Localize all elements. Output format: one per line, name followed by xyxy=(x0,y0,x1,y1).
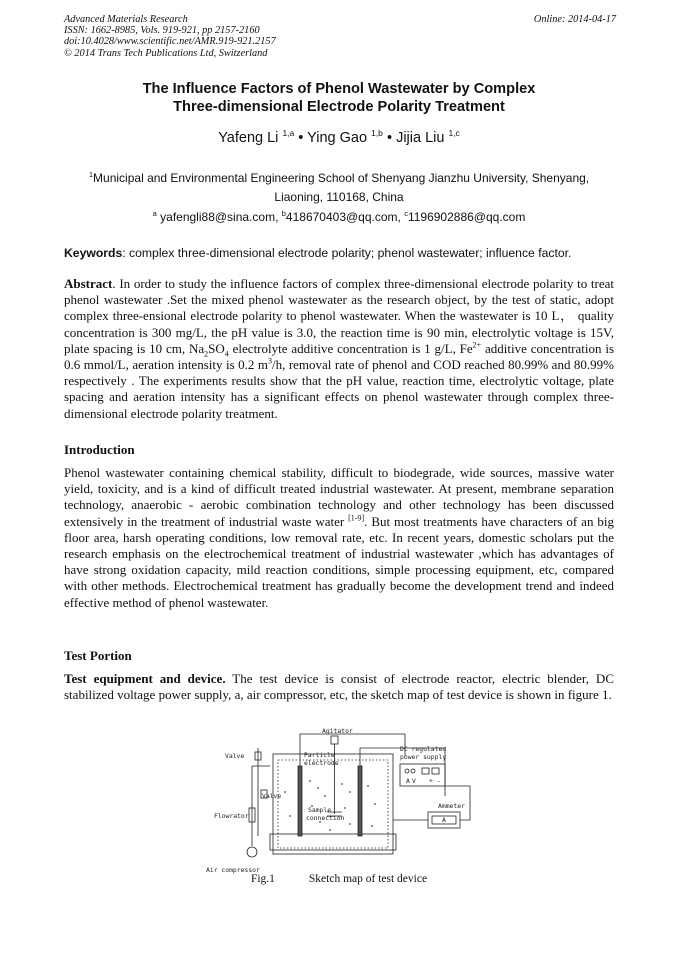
label-connection: connection xyxy=(306,814,345,822)
abstract-text: electrolyte additive concentration is 1 g/L, Fe xyxy=(228,340,473,356)
dc-knob xyxy=(411,769,415,773)
introduction-paragraph xyxy=(64,465,614,611)
email-list: $^a$ yafengli88@sina.com, $^b$418670403@qq.com, $^c$1196902886@qq.com xyxy=(152,209,526,224)
abstract-text: . In order to study the influence factors of complex three-dimensional electrode polarity to treat phenol wastewater .Set the mixed phenol wastewater as the research object, by the test of static, adopt complex three-ensional electrode polarity to phenol wastewater. When the wastewater is 10 L， quality concentration is 300 mg/L, the pH value is 3.0, the reaction time is 90 min, electrolytic voltage is 15V, plate spacing is 10 cm, Na xyxy=(64,276,614,356)
air-pipe xyxy=(252,766,270,846)
abstract xyxy=(64,276,614,422)
label-dc-2: power supply xyxy=(400,753,447,761)
email-address: 418670403@qq.com xyxy=(285,210,398,224)
agitator-motor xyxy=(331,736,338,744)
keywords-text: : complex three-dimensional electrode polarity; phenol wastewater; influence factor. xyxy=(122,246,572,260)
keywords xyxy=(64,246,614,260)
electrode-right xyxy=(358,766,362,836)
label-ammeter: Ammeter xyxy=(438,802,465,810)
label-dc-1: DC regulated xyxy=(400,745,447,753)
dc-terminals: + - xyxy=(429,777,441,785)
label-particle: Particle xyxy=(304,751,335,759)
test-portion-paragraph xyxy=(64,671,614,703)
introduction-text: . But most treatments have characters of an big floor area, harsh operating conditions, low removal rate, etc. In recent years, domestic scholars put the research emphasis on the electrochemical treatment of industrial wastewater ,which has advantages of have strong oxidation capacity, mild reaction conditions, simple processing equipment, etc, compared with other methods. Electrochemical treatment has gradually become the development trend and indeed effective method of phenol wastewater. xyxy=(64,513,614,610)
author-list: Yafeng Li $^{1,a}$ • Ying Gao $^{1,b}$ • Jijia Liu $^{1,c}$ xyxy=(218,128,460,146)
label-agitator: Agitator xyxy=(322,727,353,735)
figure-caption xyxy=(0,873,678,885)
issn-line: ISSN: 1662-8985, Vols. 919-921, pp 2157-2160 xyxy=(64,25,260,37)
superscript: 3 xyxy=(267,356,272,366)
label-flowrator: Flowrator xyxy=(214,812,249,820)
dc-v-label: V xyxy=(412,777,416,785)
label-air-compressor: Air compressor xyxy=(206,866,260,874)
affiliation-mark: 1 xyxy=(88,170,94,179)
email-address: 1196902886@qq.com xyxy=(407,210,526,224)
journal-name: Advanced Materials Research xyxy=(64,14,188,25)
reactor-water xyxy=(278,760,388,848)
title-line-1: The Influence Factors of Phenol Wastewater by Complex xyxy=(142,81,536,97)
author-affil-mark: 1,b xyxy=(371,128,383,138)
dc-display xyxy=(422,768,429,774)
label-valve-top: Valve xyxy=(225,752,245,760)
abstract-text: /h, removal rate of phenol and COD reached 80.99% and 80.99% respectively . The experiments results show that the pH value, reaction time, electrolytic voltage, plate spacing and aeration intensity has a significant effects on phenol wastewater through complex three-dimensional electrode polarity treatment. xyxy=(64,357,615,421)
publication-meta xyxy=(64,14,276,59)
dc-knob xyxy=(405,769,409,773)
keywords-label: Keywords xyxy=(64,246,123,260)
doi-line: doi:10.4028/www.scientific.net/AMR.919-921.2157 xyxy=(64,36,276,48)
paper-title xyxy=(0,80,678,116)
author-name: Jijia Liu xyxy=(396,129,445,146)
author-affil-mark: 1,a xyxy=(282,128,295,138)
test-device-sketch xyxy=(200,726,480,886)
email-address: yafengli88@sina.com xyxy=(160,210,276,224)
ammeter-a: A xyxy=(442,816,446,824)
abstract-text: SO xyxy=(208,340,225,356)
figure-caption-text: Sketch map of test device xyxy=(308,873,428,885)
abstract-text: additive concentration is 0.6 mmol/L, aeration intensity is 0.2 m xyxy=(64,340,615,373)
superscript: 2+ xyxy=(472,340,482,350)
author-affil-mark: 1,c xyxy=(448,128,460,138)
dc-a-label: A xyxy=(406,777,410,785)
test-lead: Test equipment and device. xyxy=(64,671,226,686)
introduction-text: Phenol wastewater containing chemical stability, difficult to biodegrade, wide sources, massive water yield, toxicity, and is a kind of difficult treated industrial wastewater. At present, membrane separation technology, anaerobic - aerobic combination technology and other technology has been discussed extensively in the treatment of industrial waste water xyxy=(64,465,614,529)
author-name: Yafeng Li xyxy=(218,129,279,146)
reactor-base xyxy=(270,834,396,850)
air-compressor-circle xyxy=(247,847,257,857)
label-valve-middle: Valve xyxy=(262,792,282,800)
affiliation-text: Municipal and Environmental Engineering School of Shenyang Jianzhu University, Shenyang, Liaoning, 110168, China xyxy=(93,171,590,204)
email-mark: c xyxy=(404,209,408,218)
subscript: 2 xyxy=(204,349,209,359)
electrode-left xyxy=(298,766,302,836)
test-text: The test device is consist of electrode reactor, electric blender, DC stabilized voltage power supply, a, air compressor, etc, the sketch map of test device is shown in figure 1. xyxy=(64,671,614,703)
subscript: 4 xyxy=(224,349,229,359)
online-date: Online: 2014-04-17 xyxy=(533,14,616,25)
author-name: Ying Gao xyxy=(307,129,368,146)
label-electrode: electrode xyxy=(304,759,339,767)
figure-number: Fig.1 xyxy=(250,873,275,885)
citation-ref: [1-9] xyxy=(348,513,365,523)
email-mark: b xyxy=(281,209,286,218)
introduction-heading: Introduction xyxy=(64,442,135,457)
test-portion-heading: Test Portion xyxy=(64,648,132,663)
title-line-2: Three-dimensional Electrode Polarity Treatment xyxy=(173,99,505,115)
affiliation xyxy=(64,165,614,207)
label-sample: Sample xyxy=(308,806,332,814)
abstract-label: Abstract xyxy=(64,276,113,291)
email-mark: a xyxy=(152,209,157,218)
dc-display xyxy=(432,768,439,774)
copyright-line: © 2014 Trans Tech Publications Ltd, Switzerland xyxy=(64,47,268,59)
